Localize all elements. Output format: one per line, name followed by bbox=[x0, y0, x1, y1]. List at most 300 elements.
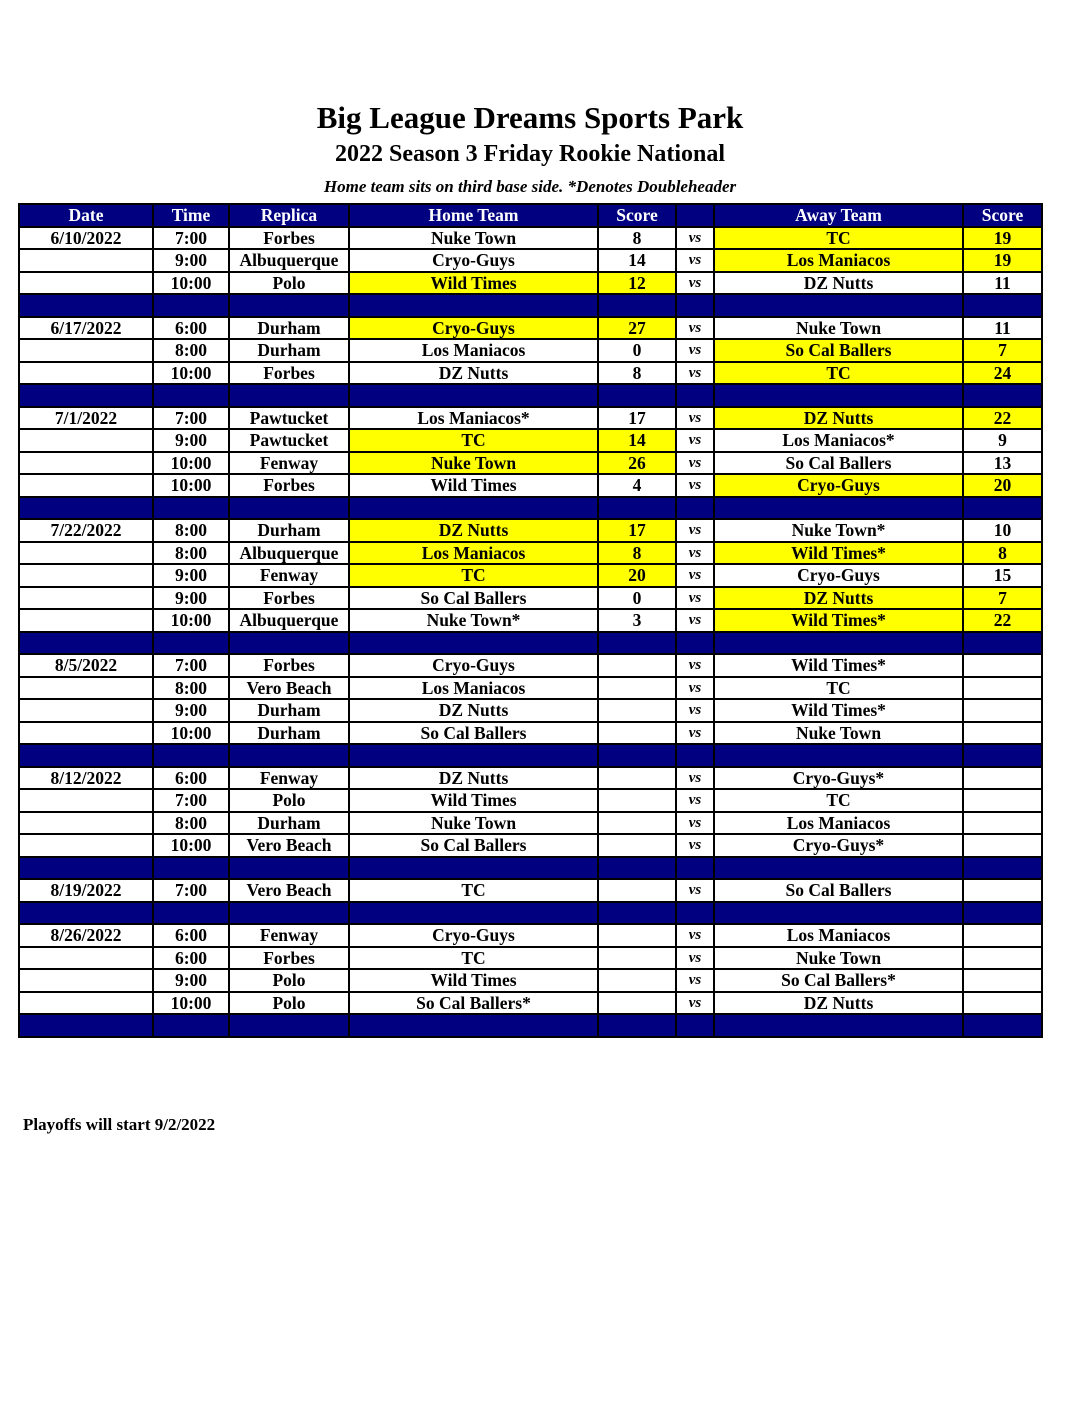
home-team-cell: Wild Times bbox=[349, 969, 598, 992]
home-team-cell: Wild Times bbox=[349, 272, 598, 295]
away-team-cell: DZ Nutts bbox=[714, 587, 963, 610]
home-score-cell: 20 bbox=[598, 564, 676, 587]
field-cell: Vero Beach bbox=[229, 879, 349, 902]
time-cell: 8:00 bbox=[153, 519, 229, 542]
home-team-cell: Nuke Town bbox=[349, 812, 598, 835]
separator-cell bbox=[19, 902, 153, 925]
time-cell: 8:00 bbox=[153, 812, 229, 835]
separator-cell bbox=[963, 632, 1042, 655]
away-team-cell: Wild Times* bbox=[714, 654, 963, 677]
date-cell bbox=[19, 677, 153, 700]
separator-cell bbox=[963, 497, 1042, 520]
separator-row bbox=[19, 497, 1042, 520]
vs-cell: vs bbox=[676, 834, 714, 857]
table-row bbox=[19, 992, 1042, 1015]
away-team-cell: TC bbox=[714, 362, 963, 385]
home-score-cell: 3 bbox=[598, 609, 676, 632]
vs-cell: vs bbox=[676, 699, 714, 722]
separator-cell bbox=[963, 744, 1042, 767]
page-title: Big League Dreams Sports Park bbox=[316, 100, 744, 135]
table-row bbox=[19, 879, 1042, 902]
time-cell: 6:00 bbox=[153, 924, 229, 947]
away-score-cell: 7 bbox=[963, 339, 1042, 362]
home-score-cell: 27 bbox=[598, 317, 676, 340]
separator-cell bbox=[19, 497, 153, 520]
separator-cell bbox=[714, 632, 963, 655]
header-away-score: Score bbox=[963, 204, 1042, 227]
field-cell: Fenway bbox=[229, 564, 349, 587]
away-score-cell bbox=[963, 677, 1042, 700]
separator-cell bbox=[153, 1014, 229, 1037]
time-cell: 7:00 bbox=[153, 227, 229, 250]
home-team-cell: Los Maniacos bbox=[349, 339, 598, 362]
away-team-cell: Cryo-Guys* bbox=[714, 834, 963, 857]
home-score-cell bbox=[598, 812, 676, 835]
time-cell: 9:00 bbox=[153, 249, 229, 272]
separator-cell bbox=[598, 902, 676, 925]
date-cell: 6/10/2022 bbox=[19, 227, 153, 250]
field-cell: Albuquerque bbox=[229, 249, 349, 272]
table-row bbox=[19, 474, 1042, 497]
time-cell: 8:00 bbox=[153, 339, 229, 362]
header-replica: Replica bbox=[229, 204, 349, 227]
separator-cell bbox=[19, 857, 153, 880]
away-score-cell: 13 bbox=[963, 452, 1042, 475]
separator-cell bbox=[963, 294, 1042, 317]
time-cell: 9:00 bbox=[153, 429, 229, 452]
vs-cell: vs bbox=[676, 587, 714, 610]
time-cell: 8:00 bbox=[153, 677, 229, 700]
away-score-cell bbox=[963, 699, 1042, 722]
field-cell: Albuquerque bbox=[229, 542, 349, 565]
away-score-cell bbox=[963, 924, 1042, 947]
header-row bbox=[19, 204, 1042, 227]
table-row bbox=[19, 677, 1042, 700]
away-team-cell: Los Maniacos bbox=[714, 249, 963, 272]
table-row bbox=[19, 812, 1042, 835]
separator-cell bbox=[598, 1014, 676, 1037]
separator-cell bbox=[349, 857, 598, 880]
away-score-cell: 7 bbox=[963, 587, 1042, 610]
home-score-cell: 14 bbox=[598, 249, 676, 272]
home-score-cell: 0 bbox=[598, 339, 676, 362]
date-cell bbox=[19, 609, 153, 632]
header-vs bbox=[676, 204, 714, 227]
separator-cell bbox=[349, 1014, 598, 1037]
away-score-cell: 22 bbox=[963, 407, 1042, 430]
vs-cell: vs bbox=[676, 452, 714, 475]
time-cell: 6:00 bbox=[153, 947, 229, 970]
separator-row bbox=[19, 294, 1042, 317]
away-score-cell bbox=[963, 789, 1042, 812]
separator-cell bbox=[19, 384, 153, 407]
home-score-cell bbox=[598, 789, 676, 812]
table-row bbox=[19, 227, 1042, 250]
field-cell: Durham bbox=[229, 812, 349, 835]
home-score-cell bbox=[598, 924, 676, 947]
table-row bbox=[19, 339, 1042, 362]
field-cell: Forbes bbox=[229, 474, 349, 497]
home-team-cell: So Cal Ballers bbox=[349, 587, 598, 610]
field-cell: Vero Beach bbox=[229, 677, 349, 700]
away-team-cell: Nuke Town* bbox=[714, 519, 963, 542]
field-cell: Forbes bbox=[229, 947, 349, 970]
away-score-cell: 11 bbox=[963, 272, 1042, 295]
separator-row bbox=[19, 384, 1042, 407]
separator-cell bbox=[598, 744, 676, 767]
time-cell: 7:00 bbox=[153, 407, 229, 430]
date-cell: 8/5/2022 bbox=[19, 654, 153, 677]
separator-cell bbox=[153, 632, 229, 655]
date-cell bbox=[19, 362, 153, 385]
separator-cell bbox=[676, 294, 714, 317]
table-row bbox=[19, 722, 1042, 745]
separator-row bbox=[19, 1014, 1042, 1037]
field-cell: Forbes bbox=[229, 227, 349, 250]
away-team-cell: Los Maniacos bbox=[714, 812, 963, 835]
separator-cell bbox=[714, 1014, 963, 1037]
time-cell: 7:00 bbox=[153, 789, 229, 812]
home-team-cell: TC bbox=[349, 947, 598, 970]
time-cell: 10:00 bbox=[153, 452, 229, 475]
home-team-cell: So Cal Ballers bbox=[349, 722, 598, 745]
away-score-cell bbox=[963, 654, 1042, 677]
separator-cell bbox=[714, 857, 963, 880]
table-row bbox=[19, 519, 1042, 542]
separator-cell bbox=[349, 744, 598, 767]
table-row bbox=[19, 609, 1042, 632]
away-team-cell: Cryo-Guys* bbox=[714, 767, 963, 790]
away-team-cell: Nuke Town bbox=[714, 317, 963, 340]
time-cell: 9:00 bbox=[153, 564, 229, 587]
field-cell: Durham bbox=[229, 722, 349, 745]
away-team-cell: So Cal Ballers bbox=[714, 452, 963, 475]
date-cell bbox=[19, 699, 153, 722]
home-score-cell: 26 bbox=[598, 452, 676, 475]
home-team-cell: Los Maniacos* bbox=[349, 407, 598, 430]
field-cell: Forbes bbox=[229, 587, 349, 610]
date-cell bbox=[19, 722, 153, 745]
home-score-cell bbox=[598, 677, 676, 700]
separator-cell bbox=[153, 384, 229, 407]
away-score-cell: 8 bbox=[963, 542, 1042, 565]
vs-cell: vs bbox=[676, 564, 714, 587]
home-team-cell: Wild Times bbox=[349, 474, 598, 497]
field-cell: Fenway bbox=[229, 452, 349, 475]
home-score-cell: 12 bbox=[598, 272, 676, 295]
separator-cell bbox=[153, 497, 229, 520]
date-cell bbox=[19, 834, 153, 857]
home-score-cell bbox=[598, 834, 676, 857]
field-cell: Fenway bbox=[229, 767, 349, 790]
date-cell: 8/19/2022 bbox=[19, 879, 153, 902]
away-team-cell: Cryo-Guys bbox=[714, 564, 963, 587]
field-cell: Pawtucket bbox=[229, 407, 349, 430]
separator-cell bbox=[349, 902, 598, 925]
separator-cell bbox=[598, 294, 676, 317]
table-row bbox=[19, 834, 1042, 857]
time-cell: 10:00 bbox=[153, 834, 229, 857]
away-team-cell: Wild Times* bbox=[714, 542, 963, 565]
separator-row bbox=[19, 857, 1042, 880]
home-team-cell: TC bbox=[349, 429, 598, 452]
separator-cell bbox=[714, 902, 963, 925]
date-cell: 8/12/2022 bbox=[19, 767, 153, 790]
home-score-cell: 17 bbox=[598, 407, 676, 430]
home-team-cell: Nuke Town* bbox=[349, 609, 598, 632]
time-cell: 7:00 bbox=[153, 879, 229, 902]
page-subtitle: 2022 Season 3 Friday Rookie National bbox=[334, 141, 726, 167]
away-score-cell: 11 bbox=[963, 317, 1042, 340]
home-team-cell: DZ Nutts bbox=[349, 767, 598, 790]
vs-cell: vs bbox=[676, 879, 714, 902]
field-cell: Polo bbox=[229, 789, 349, 812]
date-cell bbox=[19, 564, 153, 587]
footer-note: Playoffs will start 9/2/2022 bbox=[23, 1115, 216, 1134]
time-cell: 6:00 bbox=[153, 767, 229, 790]
away-team-cell: Wild Times* bbox=[714, 699, 963, 722]
time-cell: 6:00 bbox=[153, 317, 229, 340]
vs-cell: vs bbox=[676, 542, 714, 565]
separator-cell bbox=[963, 1014, 1042, 1037]
table-row bbox=[19, 317, 1042, 340]
time-cell: 10:00 bbox=[153, 992, 229, 1015]
away-score-cell: 10 bbox=[963, 519, 1042, 542]
date-cell bbox=[19, 474, 153, 497]
vs-cell: vs bbox=[676, 474, 714, 497]
separator-cell bbox=[153, 744, 229, 767]
separator-cell bbox=[153, 902, 229, 925]
home-team-cell: Nuke Town bbox=[349, 452, 598, 475]
away-team-cell: DZ Nutts bbox=[714, 992, 963, 1015]
separator-cell bbox=[229, 744, 349, 767]
date-cell: 8/26/2022 bbox=[19, 924, 153, 947]
away-score-cell bbox=[963, 992, 1042, 1015]
separator-cell bbox=[676, 384, 714, 407]
home-score-cell: 0 bbox=[598, 587, 676, 610]
home-score-cell bbox=[598, 879, 676, 902]
vs-cell: vs bbox=[676, 722, 714, 745]
table-row bbox=[19, 767, 1042, 790]
away-team-cell: Nuke Town bbox=[714, 947, 963, 970]
separator-row bbox=[19, 902, 1042, 925]
away-team-cell: Cryo-Guys bbox=[714, 474, 963, 497]
separator-cell bbox=[153, 294, 229, 317]
separator-cell bbox=[598, 632, 676, 655]
home-score-cell: 14 bbox=[598, 429, 676, 452]
home-score-cell: 8 bbox=[598, 542, 676, 565]
separator-cell bbox=[714, 294, 963, 317]
field-cell: Durham bbox=[229, 339, 349, 362]
home-score-cell: 17 bbox=[598, 519, 676, 542]
home-team-cell: Cryo-Guys bbox=[349, 924, 598, 947]
separator-cell bbox=[229, 902, 349, 925]
schedule-note: Home team sits on third base side. *Denotes Doubleheader bbox=[323, 177, 737, 196]
vs-cell: vs bbox=[676, 992, 714, 1015]
header-away-team: Away Team bbox=[714, 204, 963, 227]
vs-cell: vs bbox=[676, 519, 714, 542]
separator-cell bbox=[714, 384, 963, 407]
date-cell: 7/22/2022 bbox=[19, 519, 153, 542]
vs-cell: vs bbox=[676, 654, 714, 677]
away-score-cell bbox=[963, 722, 1042, 745]
home-score-cell bbox=[598, 767, 676, 790]
header-home-score: Score bbox=[598, 204, 676, 227]
field-cell: Fenway bbox=[229, 924, 349, 947]
home-score-cell bbox=[598, 654, 676, 677]
table-row bbox=[19, 699, 1042, 722]
vs-cell: vs bbox=[676, 812, 714, 835]
separator-cell bbox=[153, 857, 229, 880]
home-team-cell: Wild Times bbox=[349, 789, 598, 812]
table-row bbox=[19, 452, 1042, 475]
header-date: Date bbox=[19, 204, 153, 227]
separator-cell bbox=[229, 294, 349, 317]
field-cell: Albuquerque bbox=[229, 609, 349, 632]
home-score-cell: 4 bbox=[598, 474, 676, 497]
time-cell: 7:00 bbox=[153, 654, 229, 677]
date-cell bbox=[19, 947, 153, 970]
vs-cell: vs bbox=[676, 362, 714, 385]
home-team-cell: TC bbox=[349, 879, 598, 902]
vs-cell: vs bbox=[676, 407, 714, 430]
vs-cell: vs bbox=[676, 969, 714, 992]
home-team-cell: TC bbox=[349, 564, 598, 587]
time-cell: 9:00 bbox=[153, 969, 229, 992]
table-row bbox=[19, 969, 1042, 992]
separator-cell bbox=[676, 497, 714, 520]
vs-cell: vs bbox=[676, 947, 714, 970]
away-score-cell bbox=[963, 879, 1042, 902]
away-team-cell: Los Maniacos* bbox=[714, 429, 963, 452]
away-team-cell: TC bbox=[714, 677, 963, 700]
home-score-cell: 8 bbox=[598, 362, 676, 385]
away-score-cell: 9 bbox=[963, 429, 1042, 452]
separator-cell bbox=[349, 497, 598, 520]
home-team-cell: DZ Nutts bbox=[349, 699, 598, 722]
separator-cell bbox=[714, 744, 963, 767]
table-row bbox=[19, 249, 1042, 272]
away-team-cell: TC bbox=[714, 227, 963, 250]
home-team-cell: DZ Nutts bbox=[349, 519, 598, 542]
separator-cell bbox=[676, 744, 714, 767]
table-row bbox=[19, 272, 1042, 295]
separator-cell bbox=[19, 1014, 153, 1037]
home-score-cell bbox=[598, 722, 676, 745]
away-score-cell: 24 bbox=[963, 362, 1042, 385]
table-row bbox=[19, 587, 1042, 610]
home-team-cell: Cryo-Guys bbox=[349, 317, 598, 340]
separator-cell bbox=[229, 384, 349, 407]
away-team-cell: DZ Nutts bbox=[714, 407, 963, 430]
field-cell: Polo bbox=[229, 969, 349, 992]
date-cell bbox=[19, 992, 153, 1015]
separator-cell bbox=[963, 384, 1042, 407]
field-cell: Durham bbox=[229, 519, 349, 542]
home-team-cell: Cryo-Guys bbox=[349, 654, 598, 677]
separator-cell bbox=[19, 632, 153, 655]
away-team-cell: So Cal Ballers* bbox=[714, 969, 963, 992]
time-cell: 10:00 bbox=[153, 609, 229, 632]
time-cell: 10:00 bbox=[153, 722, 229, 745]
separator-cell bbox=[19, 744, 153, 767]
vs-cell: vs bbox=[676, 339, 714, 362]
separator-cell bbox=[598, 857, 676, 880]
home-team-cell: So Cal Ballers bbox=[349, 834, 598, 857]
separator-cell bbox=[349, 632, 598, 655]
table-row bbox=[19, 542, 1042, 565]
date-cell bbox=[19, 452, 153, 475]
field-cell: Vero Beach bbox=[229, 834, 349, 857]
away-score-cell: 22 bbox=[963, 609, 1042, 632]
time-cell: 9:00 bbox=[153, 587, 229, 610]
date-cell bbox=[19, 249, 153, 272]
vs-cell: vs bbox=[676, 767, 714, 790]
date-cell: 6/17/2022 bbox=[19, 317, 153, 340]
away-score-cell bbox=[963, 947, 1042, 970]
table-row bbox=[19, 429, 1042, 452]
time-cell: 10:00 bbox=[153, 272, 229, 295]
table-row bbox=[19, 407, 1042, 430]
header-time: Time bbox=[153, 204, 229, 227]
vs-cell: vs bbox=[676, 272, 714, 295]
separator-row bbox=[19, 744, 1042, 767]
away-score-cell bbox=[963, 812, 1042, 835]
field-cell: Pawtucket bbox=[229, 429, 349, 452]
separator-cell bbox=[229, 497, 349, 520]
separator-cell bbox=[714, 497, 963, 520]
vs-cell: vs bbox=[676, 429, 714, 452]
separator-cell bbox=[676, 902, 714, 925]
away-score-cell: 19 bbox=[963, 249, 1042, 272]
separator-cell bbox=[229, 632, 349, 655]
date-cell bbox=[19, 969, 153, 992]
home-team-cell: Nuke Town bbox=[349, 227, 598, 250]
home-score-cell bbox=[598, 947, 676, 970]
table-row bbox=[19, 362, 1042, 385]
away-score-cell bbox=[963, 767, 1042, 790]
date-cell bbox=[19, 542, 153, 565]
separator-cell bbox=[963, 902, 1042, 925]
field-cell: Forbes bbox=[229, 654, 349, 677]
time-cell: 10:00 bbox=[153, 474, 229, 497]
table-row bbox=[19, 924, 1042, 947]
date-cell bbox=[19, 339, 153, 362]
time-cell: 10:00 bbox=[153, 362, 229, 385]
vs-cell: vs bbox=[676, 924, 714, 947]
separator-cell bbox=[676, 857, 714, 880]
date-cell bbox=[19, 587, 153, 610]
separator-cell bbox=[598, 497, 676, 520]
home-team-cell: So Cal Ballers* bbox=[349, 992, 598, 1015]
field-cell: Durham bbox=[229, 699, 349, 722]
time-cell: 9:00 bbox=[153, 699, 229, 722]
home-team-cell: Los Maniacos bbox=[349, 542, 598, 565]
date-cell bbox=[19, 789, 153, 812]
away-team-cell: DZ Nutts bbox=[714, 272, 963, 295]
vs-cell: vs bbox=[676, 317, 714, 340]
separator-cell bbox=[229, 857, 349, 880]
home-team-cell: Cryo-Guys bbox=[349, 249, 598, 272]
date-cell: 7/1/2022 bbox=[19, 407, 153, 430]
away-score-cell bbox=[963, 969, 1042, 992]
away-score-cell: 20 bbox=[963, 474, 1042, 497]
schedule-table bbox=[18, 203, 1043, 1038]
separator-cell bbox=[676, 1014, 714, 1037]
home-score-cell: 8 bbox=[598, 227, 676, 250]
vs-cell: vs bbox=[676, 227, 714, 250]
away-team-cell: So Cal Ballers bbox=[714, 339, 963, 362]
